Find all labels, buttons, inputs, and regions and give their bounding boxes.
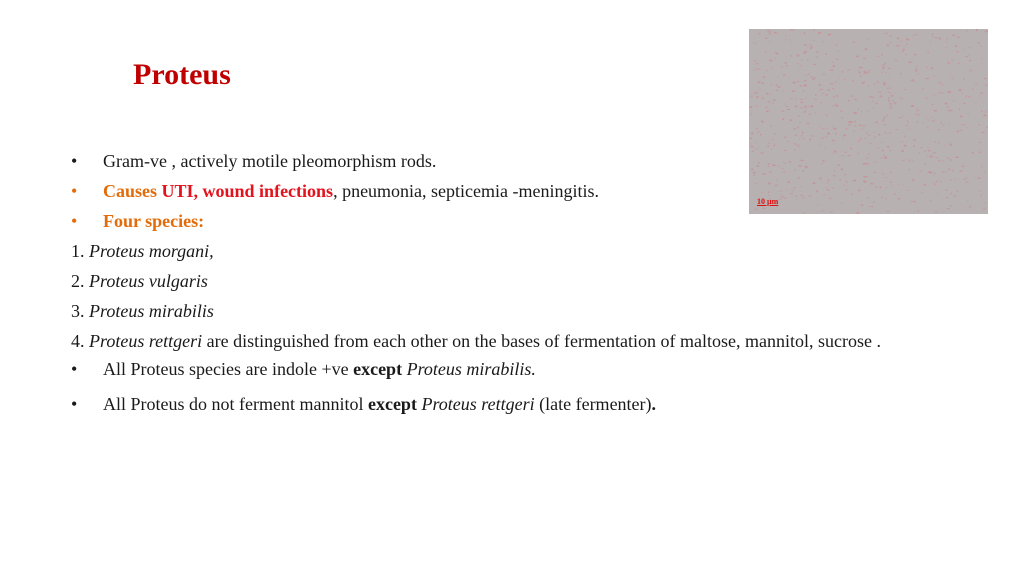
- bullet-marker: •: [71, 181, 78, 201]
- species-name: Proteus mirabilis: [89, 301, 214, 321]
- bullet-mannitol: [71, 389, 951, 419]
- bullet-gram: [71, 146, 951, 176]
- uti-wound-text: UTI, wound infections: [161, 181, 334, 201]
- causes-label: Causes: [103, 181, 162, 201]
- late-fermenter-text: (late fermenter): [534, 394, 652, 414]
- bullet-marker: •: [71, 211, 78, 231]
- species-item: [71, 236, 951, 266]
- end-period: .: [651, 394, 657, 414]
- bullet-text: Gram-ve , actively motile pleomorphism rods.: [103, 151, 437, 171]
- except-keyword: except: [353, 359, 403, 379]
- species-description: are distinguished from each other on the bases of fermentation of maltose, mannitol, sucrose .: [202, 331, 881, 351]
- bullet-causes: [71, 176, 951, 206]
- species-item: [71, 326, 951, 354]
- species-name: Proteus rettgeri: [89, 331, 203, 351]
- bullet-four-species: [71, 206, 951, 236]
- species-name: Proteus rettgeri: [416, 394, 535, 414]
- species-name: Proteus morgani,: [89, 241, 214, 261]
- bullet-marker: •: [71, 151, 78, 171]
- bullet-indole: [71, 354, 951, 384]
- slide-title: Proteus: [133, 58, 231, 91]
- bullet-marker: •: [71, 394, 78, 414]
- except-keyword: except: [367, 394, 417, 414]
- species-item: [71, 266, 951, 296]
- species-number: 4.: [71, 331, 89, 351]
- species-number: 2.: [71, 271, 89, 291]
- four-species-label: Four species:: [103, 211, 205, 231]
- species-name: Proteus mirabilis.: [402, 359, 536, 379]
- causes-rest: , pneumonia, septicemia -meningitis.: [333, 181, 600, 201]
- scale-bar-label: 10 µm: [757, 197, 779, 206]
- bullet-marker: •: [71, 359, 78, 379]
- slide-body: [71, 146, 951, 419]
- species-name: Proteus vulgaris: [89, 271, 208, 291]
- mannitol-text: All Proteus do not ferment mannitol: [103, 394, 368, 414]
- indole-text: All Proteus species are indole +ve: [103, 359, 354, 379]
- species-number: 3.: [71, 301, 89, 321]
- species-item: [71, 296, 951, 326]
- species-number: 1.: [71, 241, 89, 261]
